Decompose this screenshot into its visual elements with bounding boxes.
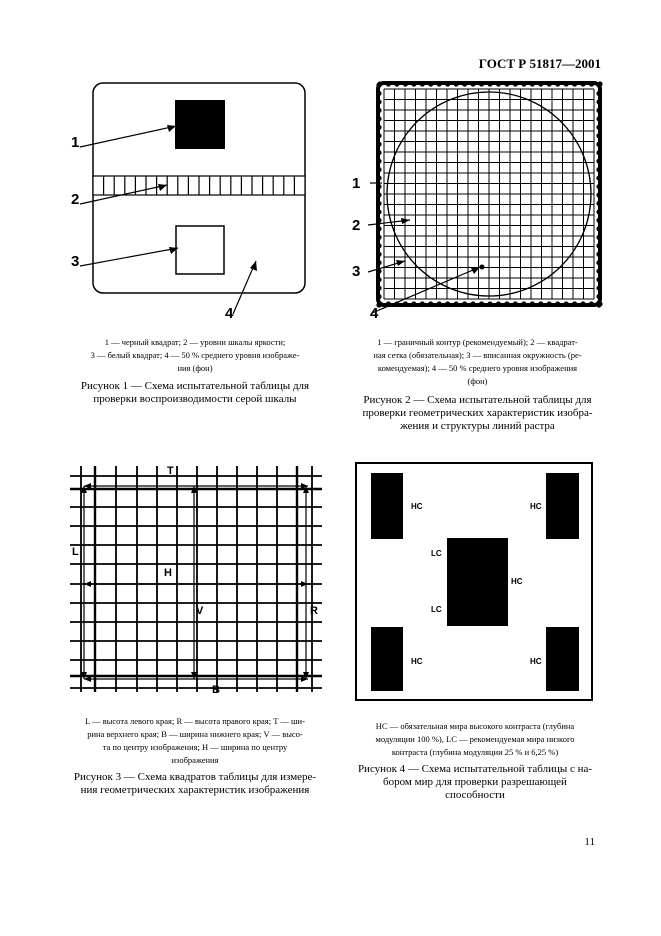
fig2-label-2: 2: [352, 217, 361, 234]
fig4-legend-line: контраста (глубина модуляции 25 % и 6,25 %): [391, 747, 559, 757]
boundary-dot: [597, 81, 602, 86]
fig3-legend-line: та по центру изображения; H — ширина по центру: [102, 742, 288, 752]
boundary-dot: [596, 294, 601, 299]
boundary-dot: [572, 301, 577, 306]
square-grid: [384, 89, 594, 299]
fig1-caption-line: проверки воспроизводимости серой шкалы: [93, 393, 297, 405]
boundary-dot: [420, 301, 425, 306]
hc-block: [371, 627, 403, 691]
boundary-dot: [580, 301, 585, 306]
boundary-dot: [596, 150, 601, 155]
boundary-dot: [376, 150, 381, 155]
label-4: 4: [225, 305, 234, 322]
boundary-dot: [596, 302, 601, 307]
hc-label: HC: [411, 657, 423, 666]
boundary-dot: [538, 301, 543, 306]
figure-3-caption: [60, 771, 330, 797]
boundary-dot: [454, 301, 459, 306]
boundary-dot: [376, 99, 381, 104]
fig4-caption-line: бором мир для проверки разрешающей: [383, 776, 567, 788]
fig2-legend-line: ная сетка (обязательная); 3 — вписанная окружность (ре-: [373, 350, 582, 360]
label-1: 1: [71, 134, 80, 151]
boundary-dot: [445, 301, 450, 306]
hc-label: HC: [411, 502, 423, 511]
boundary-dot: [596, 243, 601, 248]
fig2-label-1: 1: [352, 175, 361, 192]
boundary-dot: [596, 218, 601, 223]
fig3-legend-line: рина верхнего края; B — ширина нижнего края; V — высо-: [87, 729, 303, 739]
boundary-dot: [555, 301, 560, 306]
boundary-dot: [596, 99, 601, 104]
label-2: 2: [71, 191, 80, 208]
figure-4-legend: [350, 720, 600, 759]
boundary-dot: [496, 81, 501, 86]
boundary-dot: [376, 116, 381, 121]
boundary-dot: [521, 81, 526, 86]
boundary-dot: [376, 252, 381, 257]
fig1-legend-line: 1 — черный квадрат; 2 — уровни шкалы яркости;: [104, 337, 286, 347]
lc-label: LC: [431, 549, 442, 558]
boundary-dot: [411, 81, 416, 86]
black-square: [175, 100, 225, 149]
boundary-dot: [596, 175, 601, 180]
boundary-dot: [538, 81, 543, 86]
figure-2-diagram: [340, 75, 610, 325]
boundary-dot: [462, 81, 467, 86]
boundary-dot: [428, 301, 433, 306]
boundary-dot: [596, 260, 601, 265]
fig2-legend-line: комендуемая); 4 — 50 % среднего уровня изображения: [377, 363, 578, 373]
boundary-dot: [437, 81, 442, 86]
boundary-dot: [530, 81, 535, 86]
boundary-dot: [596, 269, 601, 274]
boundary-dot: [376, 125, 381, 130]
boundary-dot: [376, 218, 381, 223]
boundary-dot: [394, 81, 399, 86]
hc-block: [546, 473, 579, 539]
boundary-dot: [513, 301, 518, 306]
boundary-dot: [420, 81, 425, 86]
boundary-dot: [596, 125, 601, 130]
boundary-dot: [596, 167, 601, 172]
fig4-legend-line: HC — обязательная мира высокого контраста (глубина: [375, 721, 575, 731]
label-3: 3: [71, 253, 80, 270]
boundary-dot: [470, 81, 475, 86]
boundary-dot: [596, 209, 601, 214]
fig2-label-3: 3: [352, 263, 361, 280]
fig2-caption-line: жения и структуры линий растра: [400, 420, 555, 432]
figure-4-diagram: [355, 462, 595, 702]
fig3-caption-line: Рисунок 3 — Схема квадратов таблицы для измере-: [73, 771, 317, 783]
arrow-head: [301, 581, 308, 587]
measurement-grid: [70, 466, 322, 692]
boundary-dot: [376, 159, 381, 164]
figure-1-diagram: [60, 75, 320, 325]
fig4-caption-line: Рисунок 4 — Схема испытательной таблицы с на-: [357, 763, 593, 775]
fig3-caption-line: ния геометрических характеристик изображения: [80, 784, 310, 796]
boundary-dot: [376, 82, 381, 87]
arrow-head: [84, 581, 91, 587]
boundary-dot: [445, 81, 450, 86]
boundary-dot: [547, 81, 552, 86]
hc-label: HC: [511, 577, 523, 586]
boundary-dot: [403, 81, 408, 86]
boundary-dot: [376, 108, 381, 113]
boundary-dot: [572, 81, 577, 86]
white-square: [176, 226, 224, 274]
standard-header: ГОСТ Р 51817—2001: [478, 56, 601, 71]
boundary-dot: [437, 301, 442, 306]
boundary-dot: [470, 301, 475, 306]
boundary-dot: [376, 260, 381, 265]
fig2-legend-line: (фон): [467, 376, 488, 386]
boundary-dot: [589, 81, 594, 86]
hc-block: [371, 473, 403, 539]
boundary-dot: [596, 285, 601, 290]
hc-label: HC: [530, 657, 542, 666]
figure-1-legend: [60, 336, 330, 375]
boundary-dot: [428, 81, 433, 86]
boundary-dot: [386, 81, 391, 86]
boundary-dot: [376, 192, 381, 197]
boundary-dot: [376, 175, 381, 180]
boundary-dot: [513, 81, 518, 86]
lc-label: LC: [431, 605, 442, 614]
fig1-legend-line: ния (фон): [177, 363, 213, 373]
label-center-height: V: [196, 605, 204, 617]
boundary-dot: [487, 81, 492, 86]
boundary-dot: [564, 81, 569, 86]
boundary-dot: [504, 81, 509, 86]
figure-3-diagram: [60, 460, 330, 705]
boundary-dot: [589, 301, 594, 306]
boundary-dot: [596, 235, 601, 240]
boundary-dot: [564, 301, 569, 306]
figure-4-caption: [345, 763, 605, 802]
boundary-dot: [403, 301, 408, 306]
fig4-caption-line: способности: [445, 789, 505, 801]
boundary-dot: [555, 81, 560, 86]
figure-2-legend: [345, 336, 610, 388]
label-center-width: H: [164, 567, 172, 579]
boundary-dot: [462, 301, 467, 306]
boundary-dot: [547, 301, 552, 306]
boundary-dot: [479, 81, 484, 86]
boundary-dot: [376, 91, 381, 96]
boundary-dot: [580, 81, 585, 86]
boundary-dot: [376, 184, 381, 189]
boundary-dot: [596, 192, 601, 197]
boundary-dot: [376, 142, 381, 147]
fig1-legend-line: 3 — белый квадрат; 4 — 50 % среднего уровня изображе-: [90, 350, 300, 360]
figure-3-legend: [60, 715, 330, 767]
boundary-dot: [521, 301, 526, 306]
fig2-label-4: 4: [370, 305, 379, 322]
hc-label: HC: [530, 502, 542, 511]
boundary-dot: [479, 301, 484, 306]
figure-2-caption: [340, 394, 615, 433]
boundary-dot: [376, 201, 381, 206]
gray-scale-strip: [93, 176, 305, 195]
boundary-dot: [411, 301, 416, 306]
boundary-dot: [487, 301, 492, 306]
lc-center-block: [447, 538, 508, 626]
boundary-dot: [496, 301, 501, 306]
fig2-legend-line: 1 — граничный контур (рекомендуемый); 2 — квадрат-: [377, 337, 578, 347]
boundary-dot: [596, 116, 601, 121]
page-number: 11: [584, 836, 595, 848]
fig2-caption-line: проверки геометрических характеристик изобра-: [362, 407, 593, 419]
label-bottom-width: B: [212, 684, 220, 696]
boundary-dot: [376, 285, 381, 290]
fig3-legend-line: изображения: [171, 755, 219, 765]
boundary-dot: [376, 235, 381, 240]
fig3-legend-line: L — высота левого края; R — высота правого края; T — ши-: [85, 716, 305, 726]
label-top-width: T: [167, 465, 174, 477]
boundary-dot: [530, 301, 535, 306]
fig2-caption-line: Рисунок 2 — Схема испытательной таблицы для: [363, 394, 592, 406]
boundary-dot: [376, 133, 381, 138]
boundary-dot: [596, 91, 601, 96]
fig1-caption-line: Рисунок 1 — Схема испытательной таблицы для: [80, 380, 310, 392]
boundary-dot: [596, 277, 601, 282]
label-left-height: L: [72, 546, 79, 558]
boundary-dot: [376, 167, 381, 172]
boundary-dot: [596, 108, 601, 113]
boundary-dot: [596, 159, 601, 164]
boundary-dot: [376, 294, 381, 299]
boundary-dot: [596, 133, 601, 138]
figure-1-caption: [60, 380, 330, 406]
boundary-dot: [454, 81, 459, 86]
boundary-dot: [376, 277, 381, 282]
boundary-dot: [596, 226, 601, 231]
boundary-dot: [376, 226, 381, 231]
hc-block: [546, 627, 579, 691]
boundary-dot: [376, 243, 381, 248]
boundary-dot: [596, 184, 601, 189]
fig4-legend-line: модуляции 100 %), LC — рекомендуемая мира низкого: [375, 734, 575, 744]
boundary-dot: [596, 201, 601, 206]
boundary-dot: [504, 301, 509, 306]
boundary-dot: [376, 209, 381, 214]
boundary-dot: [596, 142, 601, 147]
boundary-dot: [596, 252, 601, 257]
label-right-height: R: [310, 605, 318, 617]
